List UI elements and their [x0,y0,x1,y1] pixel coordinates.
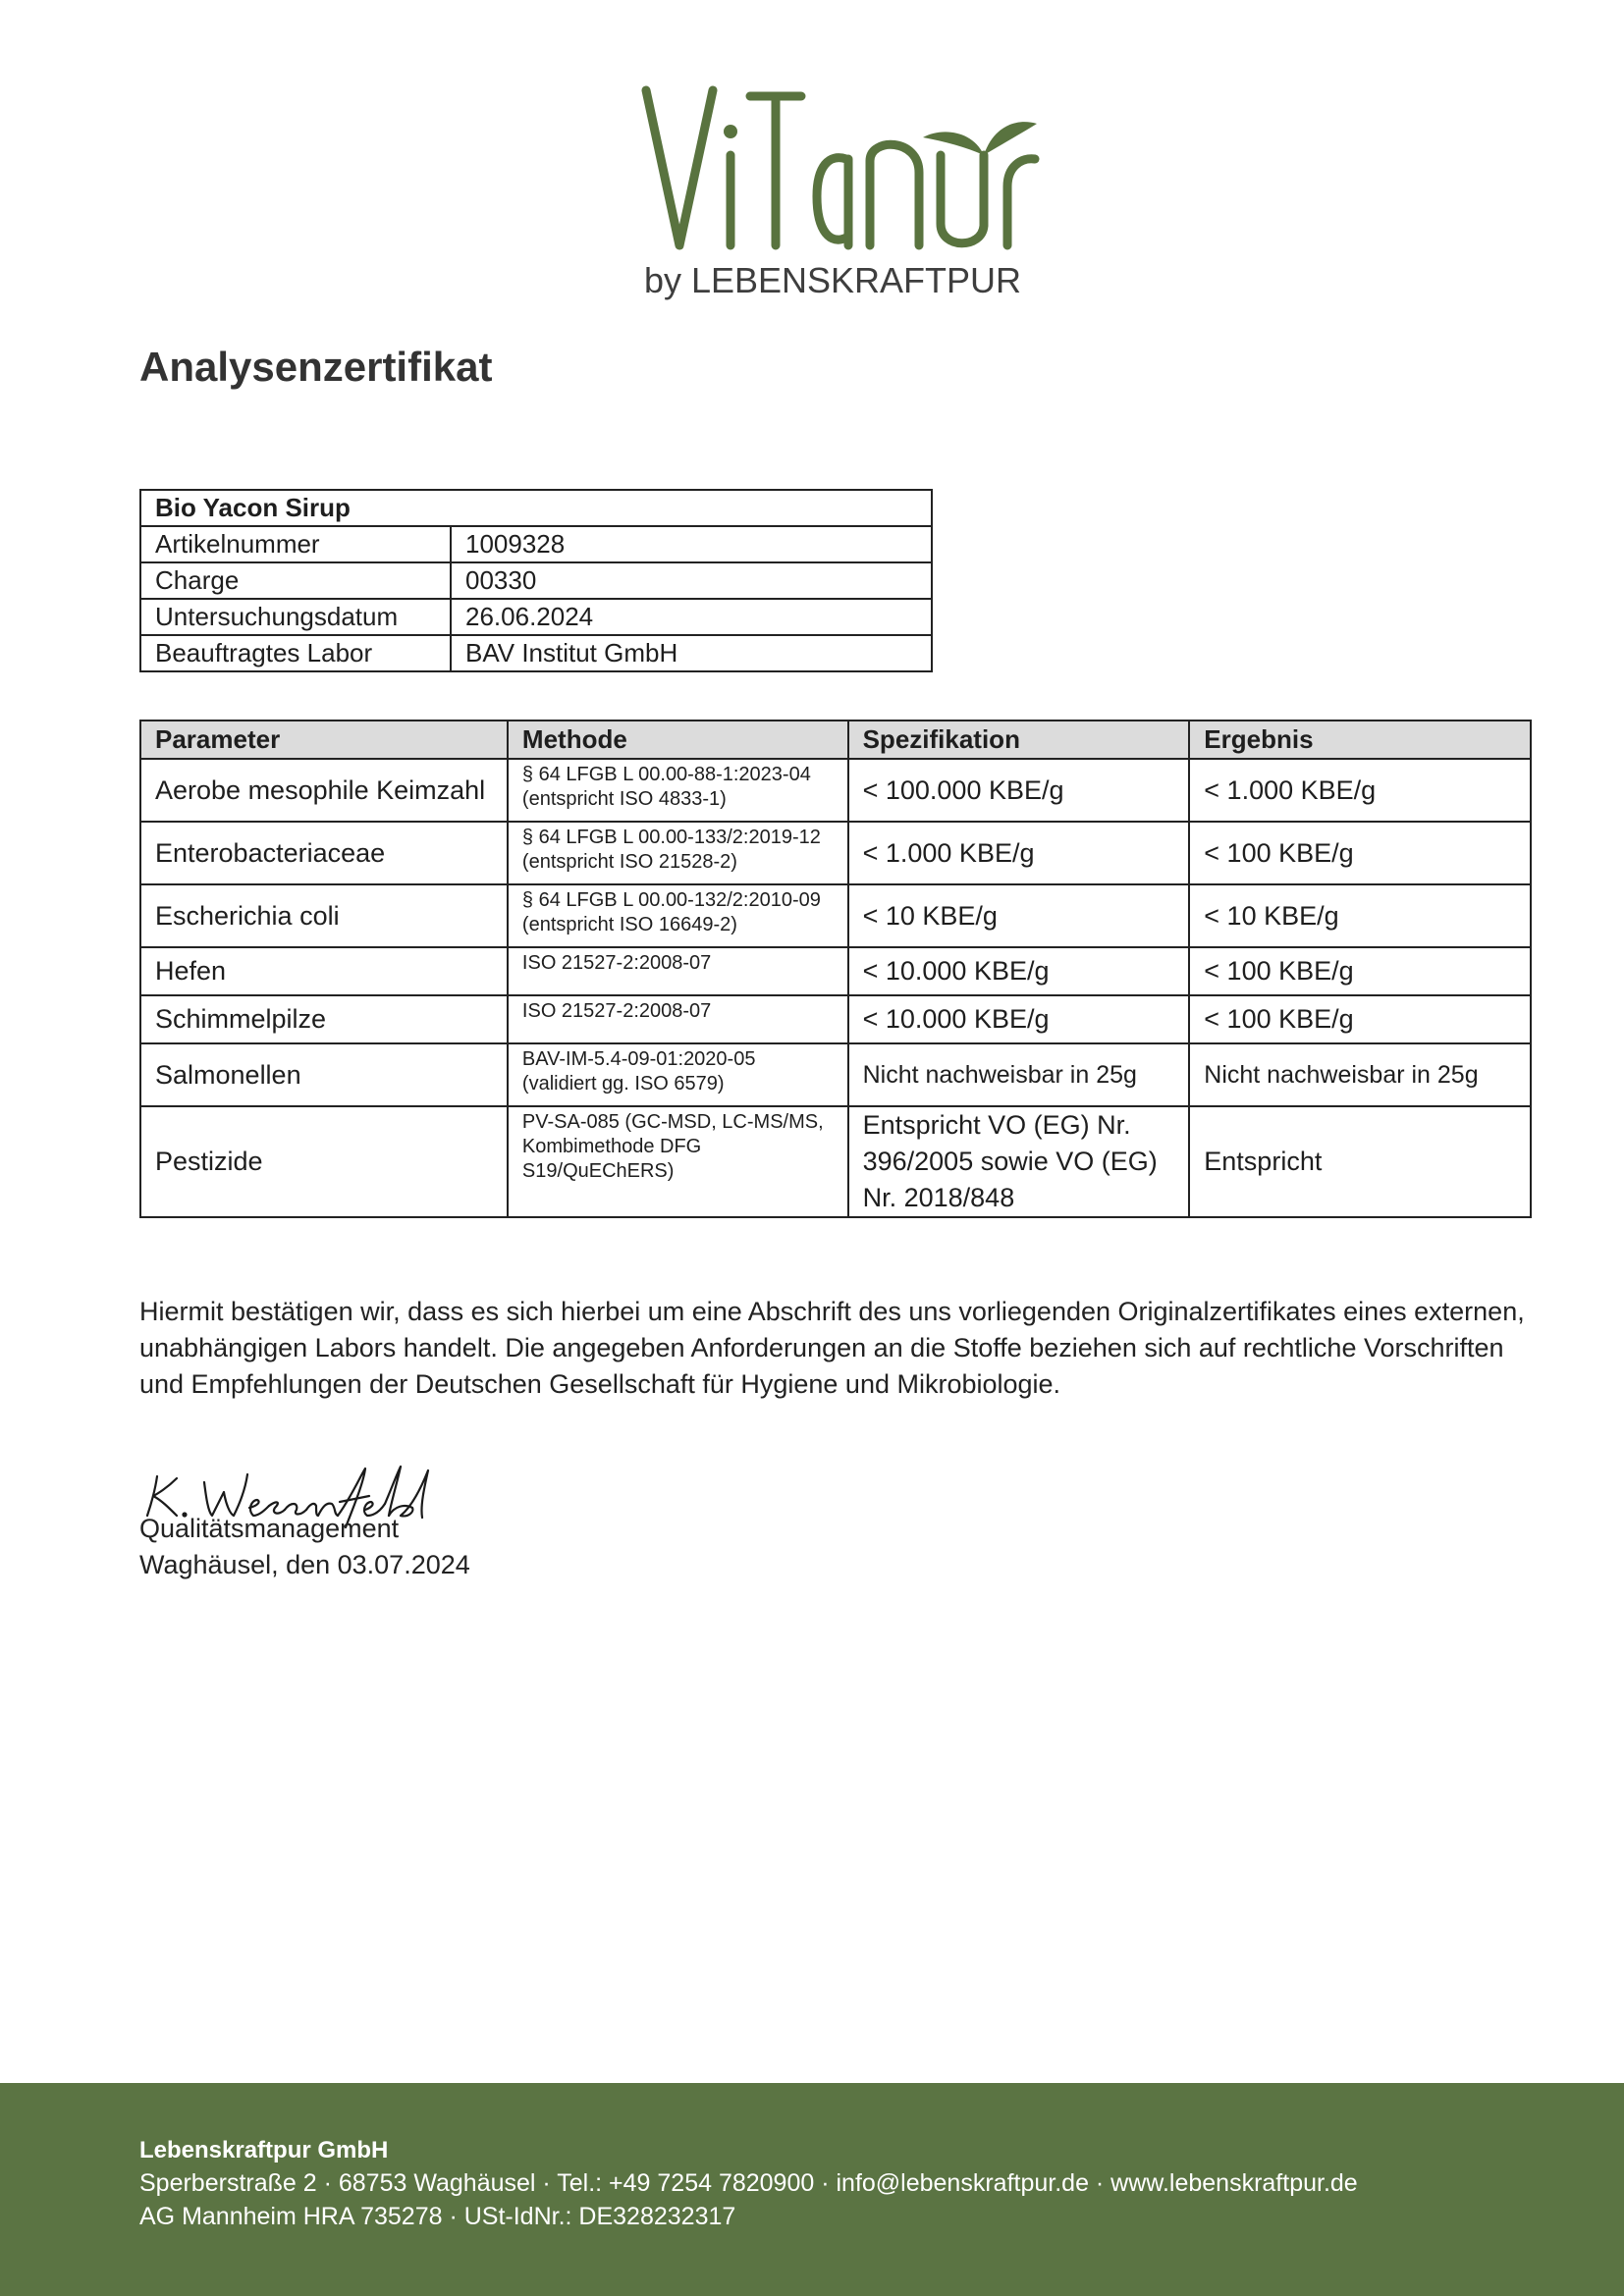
footer-company-name: Lebenskraftpur GmbH [139,2137,389,2163]
info-label: Untersuchungsdatum [140,599,451,635]
result-cell: < 100 KBE/g [1189,995,1531,1043]
parameter-cell: Salmonellen [140,1043,508,1106]
table-row [140,995,1531,1043]
info-row [140,562,932,599]
parameter-cell: Aerobe mesophile Keimzahl [140,759,508,822]
svg-text:by LEBENSKRAFTPUR: by LEBENSKRAFTPUR [643,260,1022,300]
method-cell: § 64 LFGB L 00.00-132/2:2010-09 (entspricht ISO 16649-2) [508,884,848,947]
company-footer [0,2083,1624,2296]
info-value: 00330 [451,562,932,599]
parameter-cell: Hefen [140,947,508,995]
table-row [140,1106,1531,1217]
product-info-table [139,489,933,672]
parameter-cell: Enterobacteriaceae [140,822,508,884]
info-value: 1009328 [451,526,932,562]
analysis-results-table [139,720,1532,1218]
vitanur-logo [628,39,1041,304]
result-cell: < 10 KBE/g [1189,884,1531,947]
method-cell: ISO 21527-2:2008-07 [508,947,848,995]
column-header-result: Ergebnis [1189,721,1531,759]
info-label: Charge [140,562,451,599]
specification-cell: < 10.000 KBE/g [848,947,1190,995]
result-cell: Entspricht [1189,1106,1531,1217]
table-row [140,947,1531,995]
info-label: Artikelnummer [140,526,451,562]
method-cell: § 64 LFGB L 00.00-88-1:2023-04 (entspricht ISO 4833-1) [508,759,848,822]
method-cell: PV-SA-085 (GC-MSD, LC-MS/MS, Kombimethode DFG S19/QuEChERS) [508,1106,848,1217]
table-header-row [140,721,1531,759]
footer-registry: AG Mannheim HRA 735278 · USt-IdNr.: DE328232317 [139,2203,736,2230]
signature-role: Qualitätsmanagement [139,1514,400,1543]
column-header-specification: Spezifikation [848,721,1190,759]
footer-address: Sperberstraße 2 · 68753 Waghäusel · Tel.: +49 7254 7820900 · info@lebenskraftpur.de · www.lebenskraftpur.de [139,2169,1358,2197]
specification-cell: < 10.000 KBE/g [848,995,1190,1043]
specification-cell: < 1.000 KBE/g [848,822,1190,884]
result-cell: < 1.000 KBE/g [1189,759,1531,822]
table-row [140,759,1531,822]
method-cell: BAV-IM-5.4-09-01:2020-05 (validiert gg. ISO 6579) [508,1043,848,1106]
product-name: Bio Yacon Sirup [140,490,932,526]
info-row [140,526,932,562]
result-cell: Nicht nachweisbar in 25g [1189,1043,1531,1106]
specification-cell: Nicht nachweisbar in 25g [848,1043,1190,1106]
confirmation-text: Hiermit bestätigen wir, dass es sich hierbei um eine Abschrift des uns vorliegenden Originalzertifikates eines externen, unabhängigen Labors handelt. Die angegeben Anforderungen an die Stoffe beziehen sich auf rechtliche Vorschriften und Empfehlungen der Deutschen Gesellschaft für Hygiene und Mikrobiologie. [139,1297,1525,1399]
signature-place-date: Waghäusel, den 03.07.2024 [139,1550,470,1579]
result-cell: < 100 KBE/g [1189,822,1531,884]
column-header-method: Methode [508,721,848,759]
table-row [140,822,1531,884]
parameter-cell: Schimmelpilze [140,995,508,1043]
info-value: 26.06.2024 [451,599,932,635]
table-row [140,1043,1531,1106]
parameter-cell: Escherichia coli [140,884,508,947]
parameter-cell: Pestizide [140,1106,508,1217]
specification-cell: < 10 KBE/g [848,884,1190,947]
column-header-parameter: Parameter [140,721,508,759]
method-cell: ISO 21527-2:2008-07 [508,995,848,1043]
info-label: Beauftragtes Labor [140,635,451,671]
info-row [140,599,932,635]
info-value: BAV Institut GmbH [451,635,932,671]
specification-cell: < 100.000 KBE/g [848,759,1190,822]
specification-cell: Entspricht VO (EG) Nr. 396/2005 sowie VO (EG) Nr. 2018/848 [848,1106,1190,1217]
method-cell: § 64 LFGB L 00.00-133/2:2019-12 (entspricht ISO 21528-2) [508,822,848,884]
product-name-row [140,490,932,526]
result-cell: < 100 KBE/g [1189,947,1531,995]
info-row [140,635,932,671]
page-title: Analysenzertifikat [139,344,493,390]
table-row [140,884,1531,947]
